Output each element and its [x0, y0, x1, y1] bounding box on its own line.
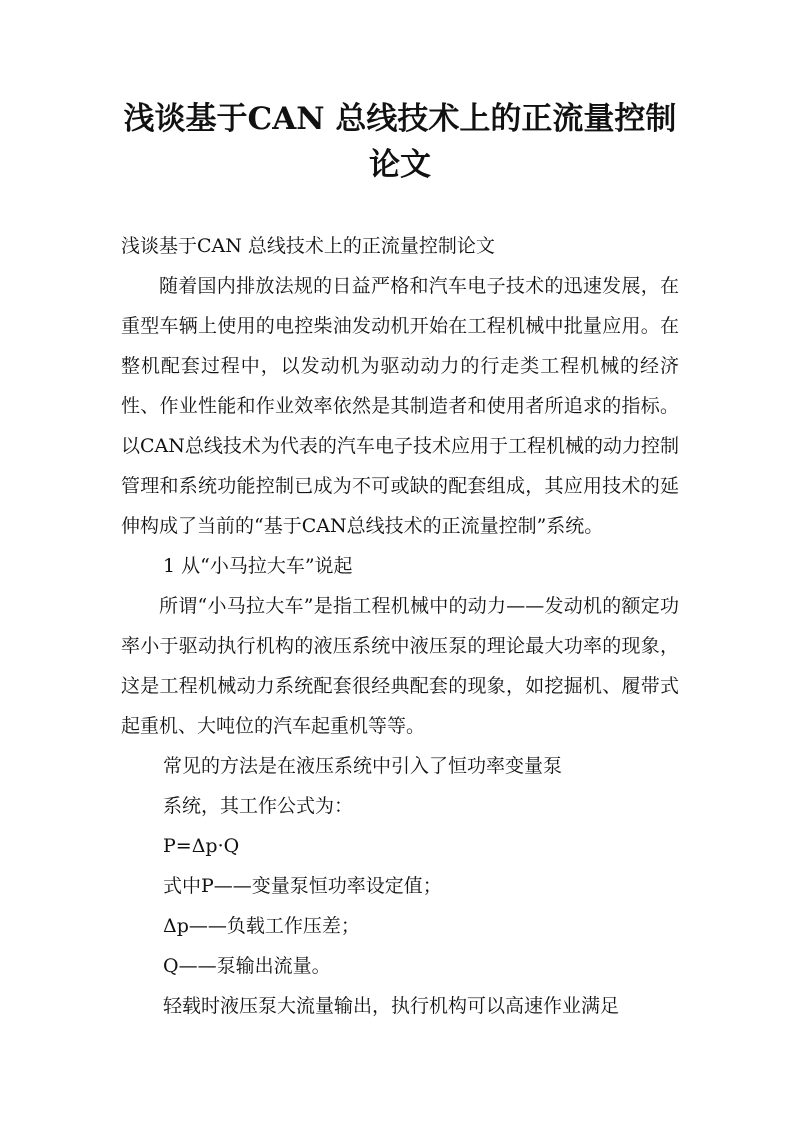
paragraph-formula-intro: 系统，其工作公式为：: [163, 795, 354, 817]
paragraph-method: 常见的方法是在液压系统中引入了恒功率变量泵: [163, 755, 563, 777]
formula-variable-p: 式中P——变量泵恒功率设定值；: [163, 875, 442, 897]
paragraph-light-load: 轻载时液压泵大流量输出，执行机构可以高速作业满足: [163, 995, 620, 1017]
document-body: [121, 226, 679, 1026]
formula-variable-delta-p: Δp——负载工作压差；: [163, 915, 360, 937]
paragraph-heading-repeat: 浅谈基于CAN 总线技术上的正流量控制论文: [121, 235, 495, 257]
formula: P=Δp·Q: [163, 835, 240, 857]
document-title: 浅谈基于CAN 总线技术上的正流量控制论文: [123, 101, 677, 183]
paragraph-intro: 随着国内排放法规的日益严格和汽车电子技术的迅速发展，在重型车辆上使用的电控柴油发动机开始在工程机械中批量应用。在整机配套过程中，以发动机为驱动动力的行走类工程机械的经济性、作业性能和作业效率依然是其制造者和使用者所追求的指标。以CAN总线技术为代表的汽车电子技术应用于工程机械的动力控制管理和系统功能控制已成为不可或缺的配套组成，其应用技术的延伸构成了当前的“基于CAN总线技术的正流量控制”系统。: [121, 275, 679, 537]
paragraph-definition: 所谓“小马拉大车”是指工程机械中的动力——发动机的额定功率小于驱动执行机构的液压系统中液压泵的理论最大功率的现象，这是工程机械动力系统配套很经典配套的现象，如挖掘机、履带式起重机、大吨位的汽车起重机等等。: [121, 595, 679, 737]
formula-variable-q: Q——泵输出流量。: [163, 955, 331, 977]
section-heading-1: 1 从“小马拉大车”说起: [163, 555, 353, 577]
